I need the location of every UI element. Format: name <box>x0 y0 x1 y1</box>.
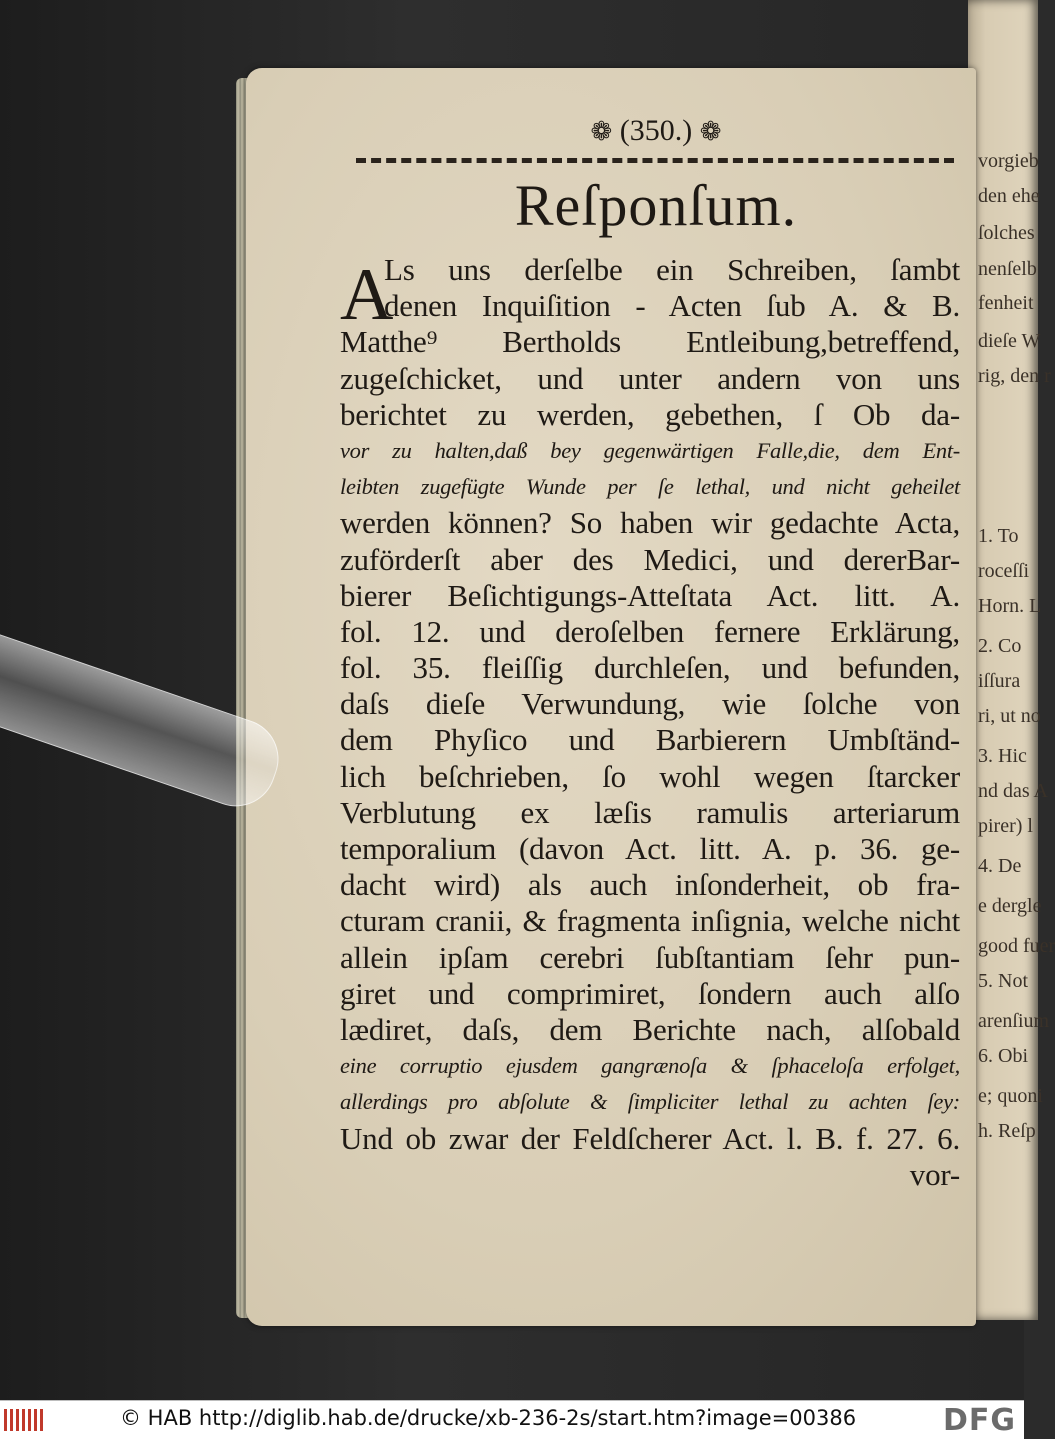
page-title: Reſponſum. <box>514 173 798 238</box>
text-line: allein ipſam cerebri ſubſtantiam ſehr pun- <box>340 939 960 975</box>
text-line: vor zu halten,daß bey gegenwärtigen Falle,die, dem Ent- <box>340 437 960 463</box>
copyright-url[interactable]: © HAB http://diglib.hab.de/drucke/xb-236-2s/start.htm?image=00386 <box>120 1406 857 1430</box>
dfg-logo: DFG <box>942 1403 1016 1438</box>
text-line: denen Inquiſition - Acten ſub A. & B. <box>384 288 960 324</box>
footer-bar <box>0 1400 1024 1439</box>
text-line: eine corruptio ejusdem gangrænoſa & ſphaceloſa erfolget, <box>340 1053 960 1079</box>
adjacent-page-line: 3. Hic <box>978 745 1027 767</box>
adjacent-page-line: e; quoni <box>978 1085 1043 1107</box>
text-line: werden können? So haben wir gedachte Acta, <box>340 505 960 541</box>
adjacent-page-line: 6. Obi <box>978 1045 1028 1067</box>
ornament-left-icon: ❁ <box>590 117 613 147</box>
adjacent-page-line: rig, den r <box>978 365 1051 387</box>
adjacent-page-line: ſolches <box>978 222 1035 244</box>
text-line: fol. 12. und deroſelben fernere Erklärung, <box>340 613 960 649</box>
text-line: dacht wird) als auch inſonderheit, ob fra- <box>340 867 960 903</box>
text-line: vor- <box>909 1156 960 1192</box>
adjacent-page-line: 5. Not <box>978 970 1028 992</box>
text-line: berichtet zu werden, gebethen, ſ Ob da- <box>340 396 960 432</box>
text-line: lich beſchrieben, ſo wohl wegen ſtarcker <box>340 758 960 794</box>
ornament-right-icon: ❁ <box>699 117 722 147</box>
adjacent-page-line: e dergle <box>978 895 1042 917</box>
adjacent-page-line: 4. De <box>978 855 1022 877</box>
adjacent-page-line: Horn. L <box>978 595 1042 617</box>
adjacent-page-line: 2. Co <box>978 635 1022 657</box>
text-line: zuförderſt aber des Medici, und dererBar- <box>340 541 960 577</box>
adjacent-page-line: roceſſi <box>978 560 1030 582</box>
text-line: fol. 35. fleiſſig durchleſen, und befunden, <box>340 650 960 686</box>
adjacent-page-line: good fuer <box>978 935 1055 957</box>
adjacent-page-line: dieſe W <box>978 330 1041 352</box>
text-line: Verblutung ex læſis ramulis arteriarum <box>340 794 960 830</box>
adjacent-page-line: den ehe <box>978 185 1040 207</box>
text-line: dem Phyſico und Barbierern Umbſtänd- <box>340 722 960 758</box>
text-line: lædiret, daſs, dem Berichte nach, alſobald <box>340 1011 960 1047</box>
adjacent-page-line: iſſura <box>978 670 1021 692</box>
adjacent-page-line: nd das A <box>978 780 1048 802</box>
text-line: allerdings pro abſolute & ſimpliciter lethal zu achten ſey: <box>340 1089 960 1115</box>
header-rule <box>356 158 954 163</box>
drop-cap: A <box>340 254 394 336</box>
text-line: Matthe⁹ Bertholds Entleibung,betreffend, <box>340 324 960 360</box>
adjacent-page <box>968 0 1055 1320</box>
text-line: cturam cranii, & fragmenta inſignia, welche nicht <box>340 903 960 939</box>
text-line: giret und comprimiret, ſondern auch alſo <box>340 975 960 1011</box>
adjacent-page-line: nenſelb <box>978 258 1037 280</box>
adjacent-page-line: arenſium <box>978 1010 1050 1032</box>
text-line: Ls uns derſelbe ein Schreiben, ſambt <box>384 252 960 287</box>
text-line: temporalium (davon Act. litt. A. p. 36. ge- <box>340 831 960 866</box>
adjacent-page-line: ri, ut no <box>978 705 1041 727</box>
book-page <box>246 68 976 1326</box>
text-line: Und ob zwar der Feldſcherer Act. l. B. f. 27. 6. <box>340 1120 960 1156</box>
body-text <box>340 252 960 1193</box>
adjacent-page-line: vorgieb <box>978 150 1039 172</box>
page-number: (350.) <box>619 114 693 147</box>
text-line: bierer Beſichtigungs-Atteſtata Act. litt. A. <box>340 577 960 613</box>
text-line: leibten zugefügte Wunde per ſe lethal, und nicht geheilet <box>340 474 960 500</box>
adjacent-page-line: pirer) l <box>978 815 1033 837</box>
text-line: daſs dieſe Verwundung, wie ſolche von <box>340 686 960 722</box>
hab-logo-icon <box>4 1407 48 1433</box>
page-header <box>356 114 956 154</box>
text-line: zugeſchicket, und unter andern von uns <box>340 360 960 396</box>
adjacent-page-line: h. Reſp <box>978 1120 1036 1142</box>
adjacent-page-line: 1. To <box>978 525 1019 547</box>
adjacent-page-line: fenheit <box>978 292 1034 314</box>
